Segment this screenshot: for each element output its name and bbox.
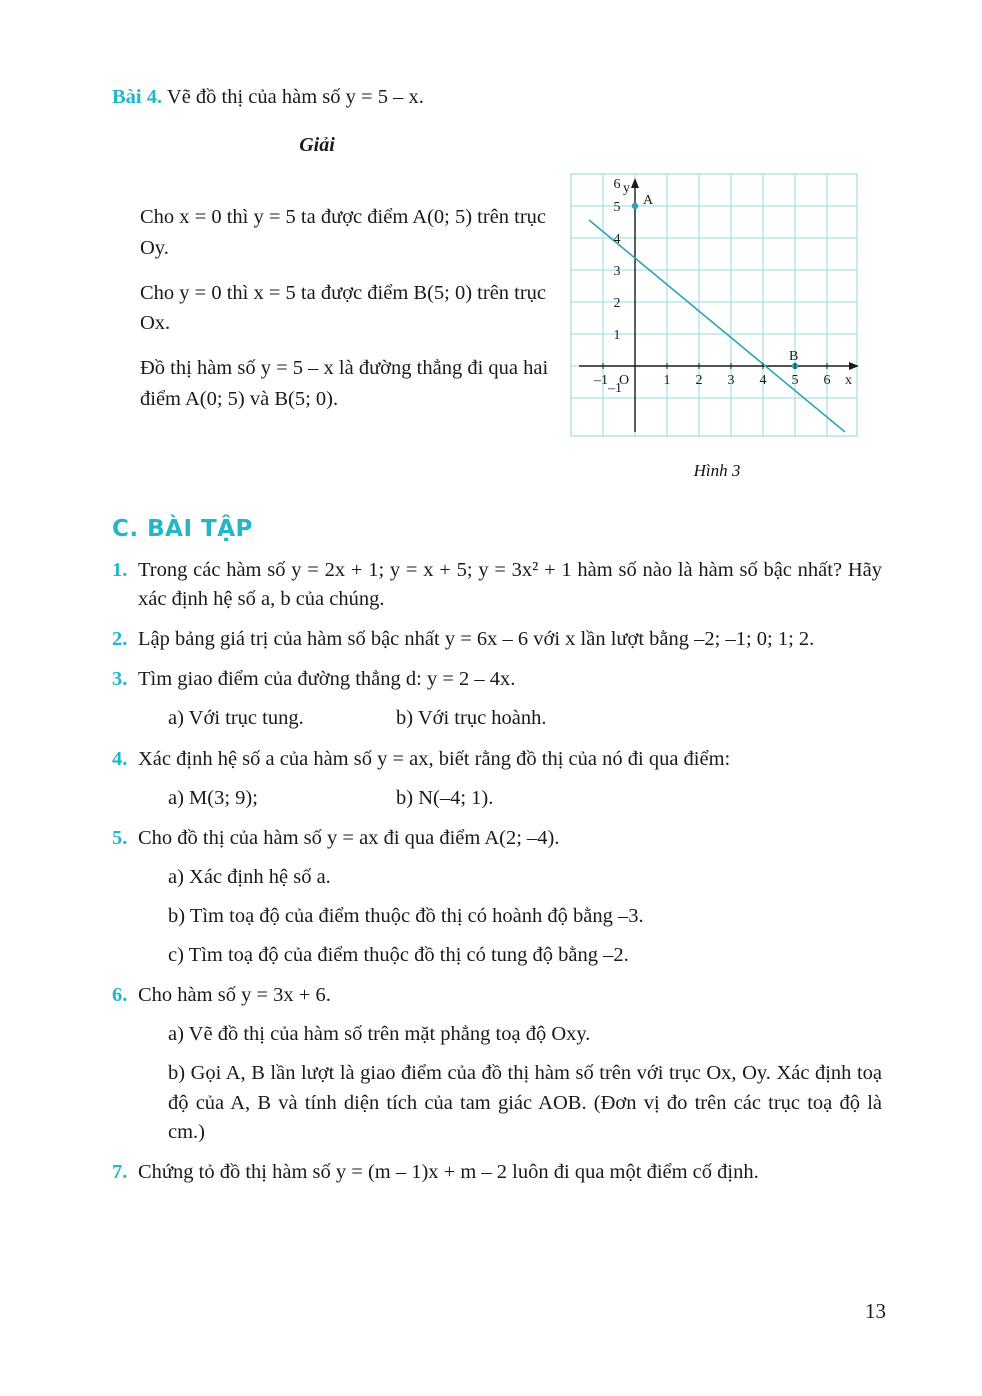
point-b-label: B	[789, 349, 799, 364]
x-tick-2: 2	[695, 373, 703, 388]
y-tick-3: 3	[613, 264, 621, 279]
solution-line-3: Đồ thị hàm số y = 5 – x là đường thẳng đi qua hai điểm A(0; 5) và B(5; 0).	[140, 357, 549, 410]
giai-heading: Giải	[299, 133, 335, 156]
y-tick-minus1: –1	[608, 381, 622, 396]
exercise-number: 1.	[112, 559, 128, 581]
figure-caption: Hình 3	[693, 461, 741, 480]
bai4-solution	[140, 202, 560, 429]
exercise-number: 5.	[112, 826, 128, 849]
exercise-text: Tìm giao điểm của đường thẳng d: y = 2 – 4x.	[138, 668, 516, 691]
exercise-text: Chứng tỏ đồ thị hàm số y = (m – 1)x + m – 2 luôn đi qua một điểm cố định.	[138, 1160, 759, 1183]
x-tick-4: 4	[759, 373, 767, 388]
y-tick-4: 4	[613, 232, 621, 247]
bai4-statement-text: Vẽ đồ thị của hàm số y = 5 – x.	[166, 86, 424, 108]
point-a-label: A	[643, 193, 654, 208]
exercise-body	[138, 745, 882, 813]
exercise-body	[138, 1158, 882, 1187]
exercise-item-7	[112, 1158, 882, 1187]
exercise-text: Xác định hệ số a của hàm số y = ax, biết rằng đồ thị của nó đi qua điểm:	[138, 747, 731, 770]
exercise-number: 3.	[112, 668, 128, 691]
y-tick-2: 2	[613, 296, 621, 311]
exercise-item-4	[112, 745, 882, 813]
y-tick-1: 1	[613, 328, 621, 343]
exercise-item-5	[112, 824, 882, 970]
exercise-subparts	[138, 704, 882, 733]
x-tick-6: 6	[823, 373, 831, 388]
subpart-b: b) N(–4; 1).	[396, 786, 494, 809]
axis-y-label: y	[623, 181, 630, 196]
page-content	[112, 84, 882, 1183]
origin-label: O	[619, 373, 630, 388]
x-tick-3: 3	[727, 373, 735, 388]
exercise-number: 7.	[112, 1160, 128, 1183]
x-tick-minus1: –1	[594, 373, 608, 388]
solution-line-2: Cho y = 0 thì x = 5 ta được điểm B(5; 0) trên trục Ox.	[140, 281, 547, 335]
graph-svg	[567, 170, 867, 450]
axis-x-label: x	[845, 373, 852, 388]
figure-hinh-3	[567, 170, 867, 481]
subpart-a: a) Với trục tung.	[168, 707, 304, 730]
y-tick-6: 6	[613, 177, 621, 192]
exercise-subparts	[138, 784, 882, 813]
exercise-body	[138, 556, 882, 614]
exercise-number: 6.	[112, 984, 128, 1007]
section-heading-bai-tap: C. BÀI TẬP	[112, 516, 253, 542]
solution-line-1: Cho x = 0 thì y = 5 ta được điểm A(0; 5) trên trục Oy.	[140, 206, 547, 259]
exercise-text: Lập bảng giá trị của hàm số bậc nhất y = 6x – 6 với x lần lượt bằng –2; –1; 0; 1; 2.	[138, 628, 815, 651]
exercise-text: Cho đồ thị của hàm số y = ax đi qua điểm A(2; –4).	[138, 826, 560, 849]
exercise-body	[138, 981, 882, 1147]
exercise-number: 4.	[112, 747, 128, 770]
subpart-b: b) Gọi A, B lần lượt là giao điểm của đồ thị hàm số trên với trục Ox, Oy. Xác định toạ độ của A, B và tính diện tích của tam giác AOB. (Đơn vị đo trên các trục toạ độ là cm.)	[168, 1062, 882, 1143]
subpart-b: b) Với trục hoành.	[396, 707, 547, 730]
y-tick-5: 5	[613, 200, 621, 215]
subpart-a: a) Xác định hệ số a.	[168, 865, 331, 888]
subpart-b: b) Tìm toạ độ của điểm thuộc đồ thị có hoành độ bằng –3.	[168, 904, 644, 927]
exercise-body	[138, 824, 882, 970]
exercise-number: 2.	[112, 628, 128, 651]
subpart-a: a) Vẽ đồ thị của hàm số trên mặt phẳng toạ độ Oxy.	[168, 1023, 591, 1046]
exercise-item-1	[112, 556, 882, 614]
exercise-item-6	[112, 981, 882, 1147]
exercise-item-2	[112, 625, 882, 654]
exercise-bai4-statement	[112, 84, 882, 112]
subpart-a: a) M(3; 9);	[168, 786, 258, 809]
bai4-label: Bài 4.	[112, 86, 163, 108]
subpart-c: c) Tìm toạ độ của điểm thuộc đồ thị có tung độ bằng –2.	[168, 944, 629, 967]
exercise-body	[138, 625, 882, 654]
x-tick-1: 1	[663, 373, 671, 388]
page-number: 13	[865, 1299, 886, 1323]
exercise-list	[112, 556, 882, 1198]
exercise-text: Cho hàm số y = 3x + 6.	[138, 984, 331, 1007]
x-tick-5: 5	[791, 373, 799, 388]
exercise-item-3	[112, 665, 882, 733]
exercise-body	[138, 665, 882, 733]
exercise-text: Trong các hàm số y = 2x + 1; y = x + 5; y = 3x² + 1 hàm số nào là hàm số bậc nhất? Hãy xác định hệ số a, b của chúng.	[138, 559, 882, 611]
